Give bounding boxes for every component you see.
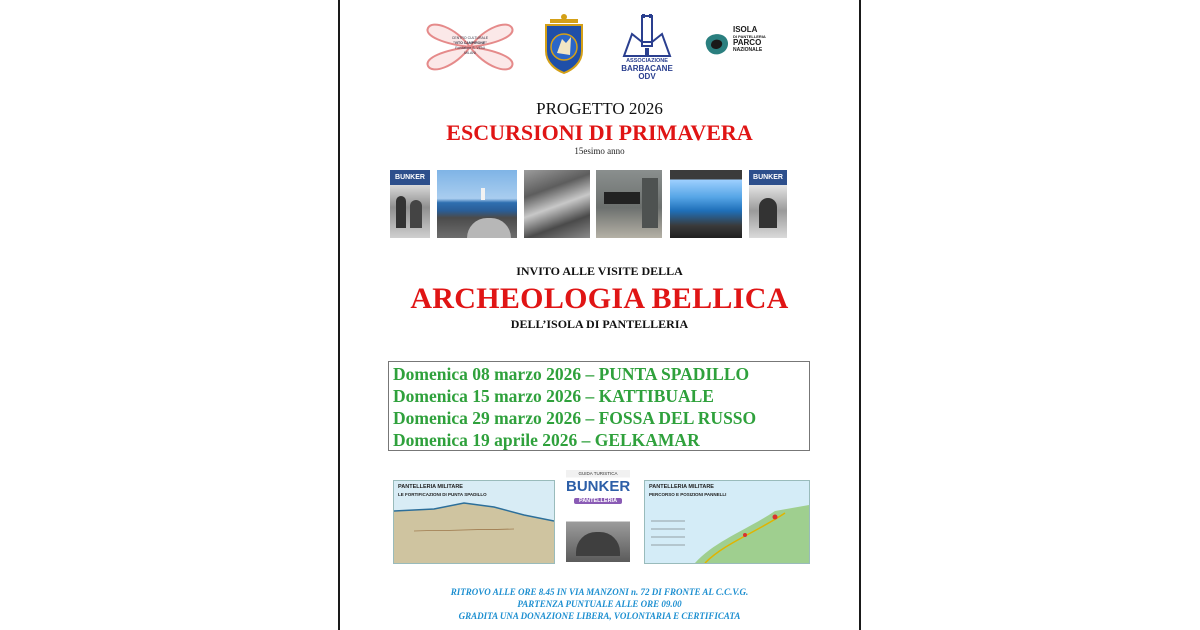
- dates-box: [388, 361, 810, 451]
- invite-line: INVITO ALLE VISITE DELLA: [516, 264, 683, 278]
- map-right-subtitle: PERCORSO E POSIZIONI PANNELLI: [649, 492, 727, 497]
- page-border-right: [859, 0, 861, 630]
- ccvg-text-4: MILANI: [464, 51, 476, 55]
- book-label: GUIDA TURISTICA: [578, 471, 618, 476]
- castle-tower-icon: [616, 14, 678, 58]
- coastline-icon: [394, 481, 554, 563]
- date-line: Domenica 19 aprile 2026 – GELKAMAR: [393, 430, 700, 450]
- map-right-title: PANTELLERIA MILITARE: [649, 484, 714, 490]
- edition-label: 15esimo anno: [574, 146, 625, 156]
- parco-text-4: NAZIONALE: [733, 47, 763, 53]
- project-title: PROGETTO 2026: [536, 99, 663, 118]
- photo-rocky-ruins: [524, 170, 590, 238]
- photo-book-right: [749, 170, 787, 238]
- photo-coast-lighthouse: [437, 170, 517, 238]
- map-left-title: PANTELLERIA MILITARE: [398, 484, 463, 490]
- navy-crest-logo: [540, 13, 588, 75]
- event-title: ESCURSIONI DI PRIMAVERA: [446, 120, 753, 145]
- barbacane-text-2: BARBACANE ODV: [621, 64, 673, 81]
- sub-heading: DELL’ISOLA DI PANTELLERIA: [510, 317, 689, 331]
- map-left-subtitle: LE FORTIFICAZIONI DI PUNTA SPADILLO: [398, 492, 487, 497]
- book-right-title: BUNKER: [753, 174, 783, 181]
- flyer-document: [340, 0, 859, 630]
- photo-book-left: [390, 170, 430, 238]
- barbacane-text-1: ASSOCIAZIONE: [626, 58, 668, 64]
- parco-text-2: DI PANTELLERIA: [733, 34, 766, 39]
- island-icon: [702, 29, 732, 59]
- parco-text-3: PARCO: [733, 38, 762, 47]
- barbacane-logo: [616, 14, 678, 81]
- footer-meeting-point: RITROVO ALLE ORE 8.45 IN VIA MANZONI n. 72 DI FRONTE AL C.C.V.G.: [450, 587, 749, 597]
- map-percorso-pannelli: [644, 480, 810, 564]
- navy-crest-icon: [540, 13, 588, 75]
- date-line: Domenica 15 marzo 2026 – KATTIBUALE: [393, 386, 714, 406]
- ccvg-text-3: Fondatore S. VENI: [455, 46, 485, 50]
- bunker-guide-book: [566, 470, 630, 562]
- date-line: Domenica 08 marzo 2026 – PUNTA SPADILLO: [393, 364, 750, 384]
- footer-donation: GRADITA UNA DONAZIONE LIBERA, VOLONTARIA E CERTIFICATA: [458, 611, 741, 621]
- ccvg-text-1: CENTRO CULTURALE: [451, 36, 489, 40]
- book-subtitle: PANTELLERIA: [574, 498, 622, 504]
- book-title: BUNKER: [566, 478, 630, 495]
- ccvg-text-2: "VITO CAMPIRONE": [453, 41, 487, 45]
- book-left-title: BUNKER: [395, 174, 425, 181]
- ccvg-logo: [424, 18, 516, 76]
- parco-text-1: ISOLA: [733, 25, 758, 34]
- map-punta-spadillo: [393, 480, 555, 564]
- parco-logo: [702, 23, 778, 65]
- photo-sea-view: [670, 170, 742, 238]
- route-map-icon: [645, 481, 809, 563]
- photo-bunker-entrance: [596, 170, 662, 238]
- main-heading: ARCHEOLOGIA BELLICA: [410, 282, 789, 315]
- date-line: Domenica 29 marzo 2026 – FOSSA DEL RUSSO: [393, 408, 757, 428]
- footer-departure: PARTENZA PUNTUALE ALLE ORE 09.00: [517, 599, 682, 609]
